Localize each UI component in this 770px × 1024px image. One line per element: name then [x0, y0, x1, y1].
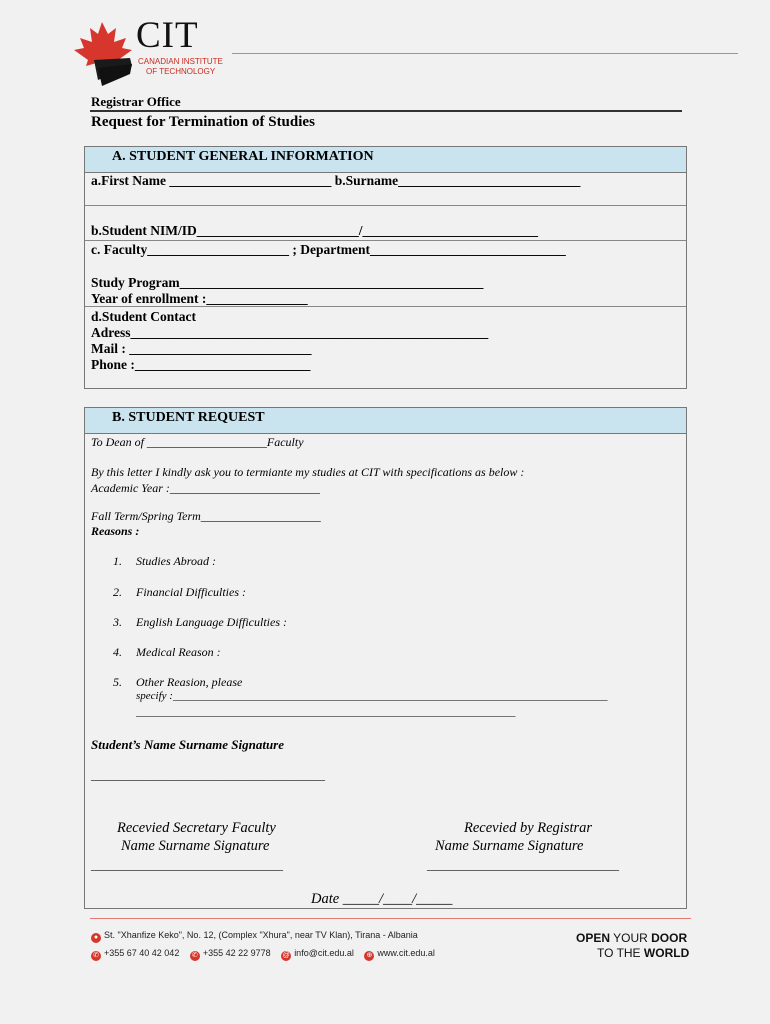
- first-name-field[interactable]: a.First Name ________________________ b.Surname___________________________: [91, 173, 581, 188]
- registrar-subtitle: Name Surname Signature: [435, 838, 584, 854]
- phone-icon: ✆: [91, 951, 101, 961]
- student-id-field[interactable]: b.Student NIM/ID________________________/__________________________: [91, 223, 539, 238]
- title-divider: [90, 110, 682, 112]
- phone2-text: +355 42 22 9778: [202, 948, 271, 958]
- footer-divider: [90, 918, 691, 919]
- footer-contacts: [91, 948, 435, 961]
- section-b-heading: B. STUDENT REQUEST: [85, 408, 686, 434]
- slogan-line2: [597, 946, 689, 960]
- reason-other[interactable]: Other Reasion, please: [136, 675, 243, 689]
- specify-field[interactable]: specify :_______________________________________________________________________________: [136, 690, 608, 702]
- slogan-word: YOUR: [610, 931, 652, 945]
- registrar-signature-line[interactable]: ________________________________: [427, 858, 619, 872]
- slogan-line1: [576, 931, 687, 945]
- section-a-heading: A. STUDENT GENERAL INFORMATION: [85, 147, 686, 173]
- year-enrollment-field[interactable]: Year of enrollment :_______________: [91, 291, 308, 306]
- reason-number: 1.: [113, 554, 122, 568]
- row-divider: [85, 240, 686, 241]
- reason-number: 5.: [113, 675, 122, 689]
- specify-field-line2[interactable]: _____________________________________________________________________: [136, 706, 516, 718]
- mail-field[interactable]: Mail : ___________________________: [91, 341, 312, 356]
- contact-label: d.Student Contact: [91, 309, 197, 324]
- slogan-word: TO THE: [597, 946, 644, 960]
- date-field[interactable]: Date _____/____/_____: [311, 891, 453, 907]
- reason-studies-abroad[interactable]: Studies Abroad :: [136, 554, 216, 568]
- phone1-text: +355 67 40 42 042: [104, 948, 180, 958]
- secretary-signature-line[interactable]: ________________________________: [91, 858, 283, 872]
- term-field[interactable]: Fall Term/Spring Term____________________: [91, 509, 321, 523]
- reason-number: 4.: [113, 645, 122, 659]
- header-divider: [232, 53, 738, 54]
- student-signature-label: Student’s Name Surname Signature: [91, 737, 285, 752]
- web-icon: ⊕: [364, 951, 374, 961]
- academic-year-field[interactable]: Academic Year :_________________________: [91, 481, 320, 495]
- request-statement: By this letter I kindly ask you to termiante my studies at CIT with specifications as below :: [91, 465, 525, 479]
- reasons-label: Reasons :: [91, 524, 140, 538]
- location-icon: ●: [91, 933, 101, 943]
- slogan-word: OPEN: [576, 931, 611, 945]
- reason-financial[interactable]: Financial Difficulties :: [136, 585, 246, 599]
- email-link[interactable]: info@cit.edu.al: [294, 948, 354, 958]
- logo-text: CIT: [136, 15, 199, 56]
- faculty-field[interactable]: c. Faculty_____________________ ; Department_____________________________: [91, 242, 566, 257]
- reason-english[interactable]: English Language Difficulties :: [136, 615, 287, 629]
- study-program-field[interactable]: Study Program_____________________________________________: [91, 275, 484, 290]
- slogan-word: WORLD: [643, 946, 690, 960]
- address-field[interactable]: Adress_____________________________________________________: [91, 325, 489, 340]
- document-title: Request for Termination of Studies: [91, 114, 315, 130]
- logo-subtitle: CANADIAN INSTITUTE: [138, 57, 223, 66]
- maple-leaf-icon: [72, 20, 142, 90]
- web-link[interactable]: www.cit.edu.al: [377, 948, 435, 958]
- phone-icon: ✆: [190, 951, 200, 961]
- phone-field[interactable]: Phone :__________________________: [91, 357, 311, 372]
- reason-medical[interactable]: Medical Reason :: [136, 645, 221, 659]
- secretary-subtitle: Name Surname Signature: [121, 838, 270, 854]
- footer-address: [91, 930, 418, 943]
- reason-number: 3.: [113, 615, 122, 629]
- to-dean-field[interactable]: To Dean of ____________________Faculty: [91, 435, 304, 449]
- mail-icon: @: [282, 952, 290, 959]
- student-signature-line[interactable]: _______________________________________: [91, 768, 325, 782]
- secretary-title: Recevied Secretary Faculty: [117, 820, 276, 836]
- address-text: St. "Xhanfize Keko", No. 12, (Complex "Xhura", near TV Klan), Tirana - Albania: [104, 930, 418, 940]
- registrar-title: Recevied by Registrar: [464, 820, 593, 836]
- row-divider: [85, 205, 686, 206]
- logo-subtitle: OF TECHNOLOGY: [146, 67, 216, 76]
- office-label: Registrar Office: [91, 94, 181, 109]
- reason-number: 2.: [113, 585, 122, 599]
- slogan-word: DOOR: [651, 931, 688, 945]
